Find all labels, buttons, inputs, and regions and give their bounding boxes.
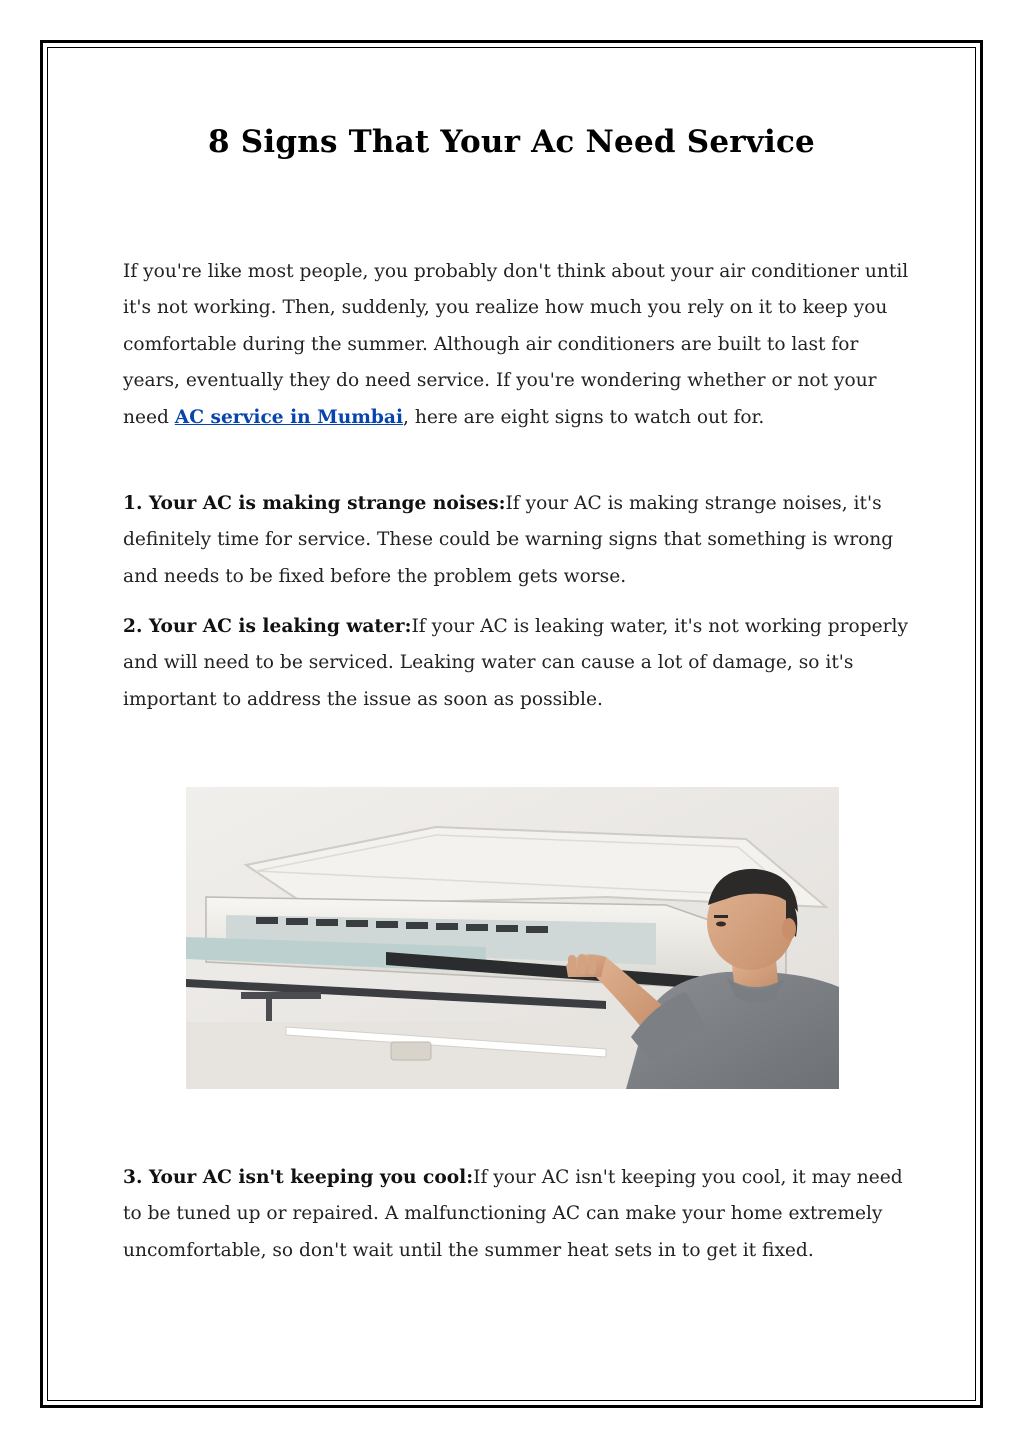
sign-1-body: If your AC is making strange noises, it's definitely time for service. These could be warning signs that something is wrong and needs to be fixed before the problem gets worse.: [123, 493, 894, 587]
sign-3-heading: 3. Your AC isn't keeping you cool:: [123, 1167, 474, 1188]
technician-servicing-ac-photo: [186, 787, 839, 1089]
sign-3-paragraph: [123, 1160, 913, 1269]
sign-3-body: If your AC isn't keeping you cool, it may need to be tuned up or repaired. A malfunctioning AC can make your home extremely uncomfortable, so don't wait until the summer heat sets in to get it fixed.: [123, 1167, 903, 1261]
intro-paragraph: [123, 254, 913, 436]
page-title: 8 Signs That Your Ac Need Service: [208, 124, 815, 160]
intro-text-after: , here are eight signs to watch out for.: [403, 406, 765, 428]
sign-2-body: If your AC is leaking water, it's not working properly and will need to be serviced. Leaking water can cause a lot of damage, so it's important to address the issue as soon as possible.: [123, 616, 908, 710]
sign-2-paragraph: [123, 609, 913, 718]
intro-text-before: If you're like most people, you probably don't think about your air conditioner until it's not working. Then, suddenly, you realize how much you rely on it to keep you comfortable during the summer. Although air conditioners are built to last for years, eventually they do need service. If you're wondering whether or not your need: [123, 261, 909, 428]
sign-2-heading: 2. Your AC is leaking water:: [123, 616, 412, 637]
sign-1-paragraph: [123, 486, 913, 595]
sign-1-heading: 1. Your AC is making strange noises:: [123, 493, 506, 514]
ac-service-mumbai-link[interactable]: AC service in Mumbai: [174, 406, 404, 428]
